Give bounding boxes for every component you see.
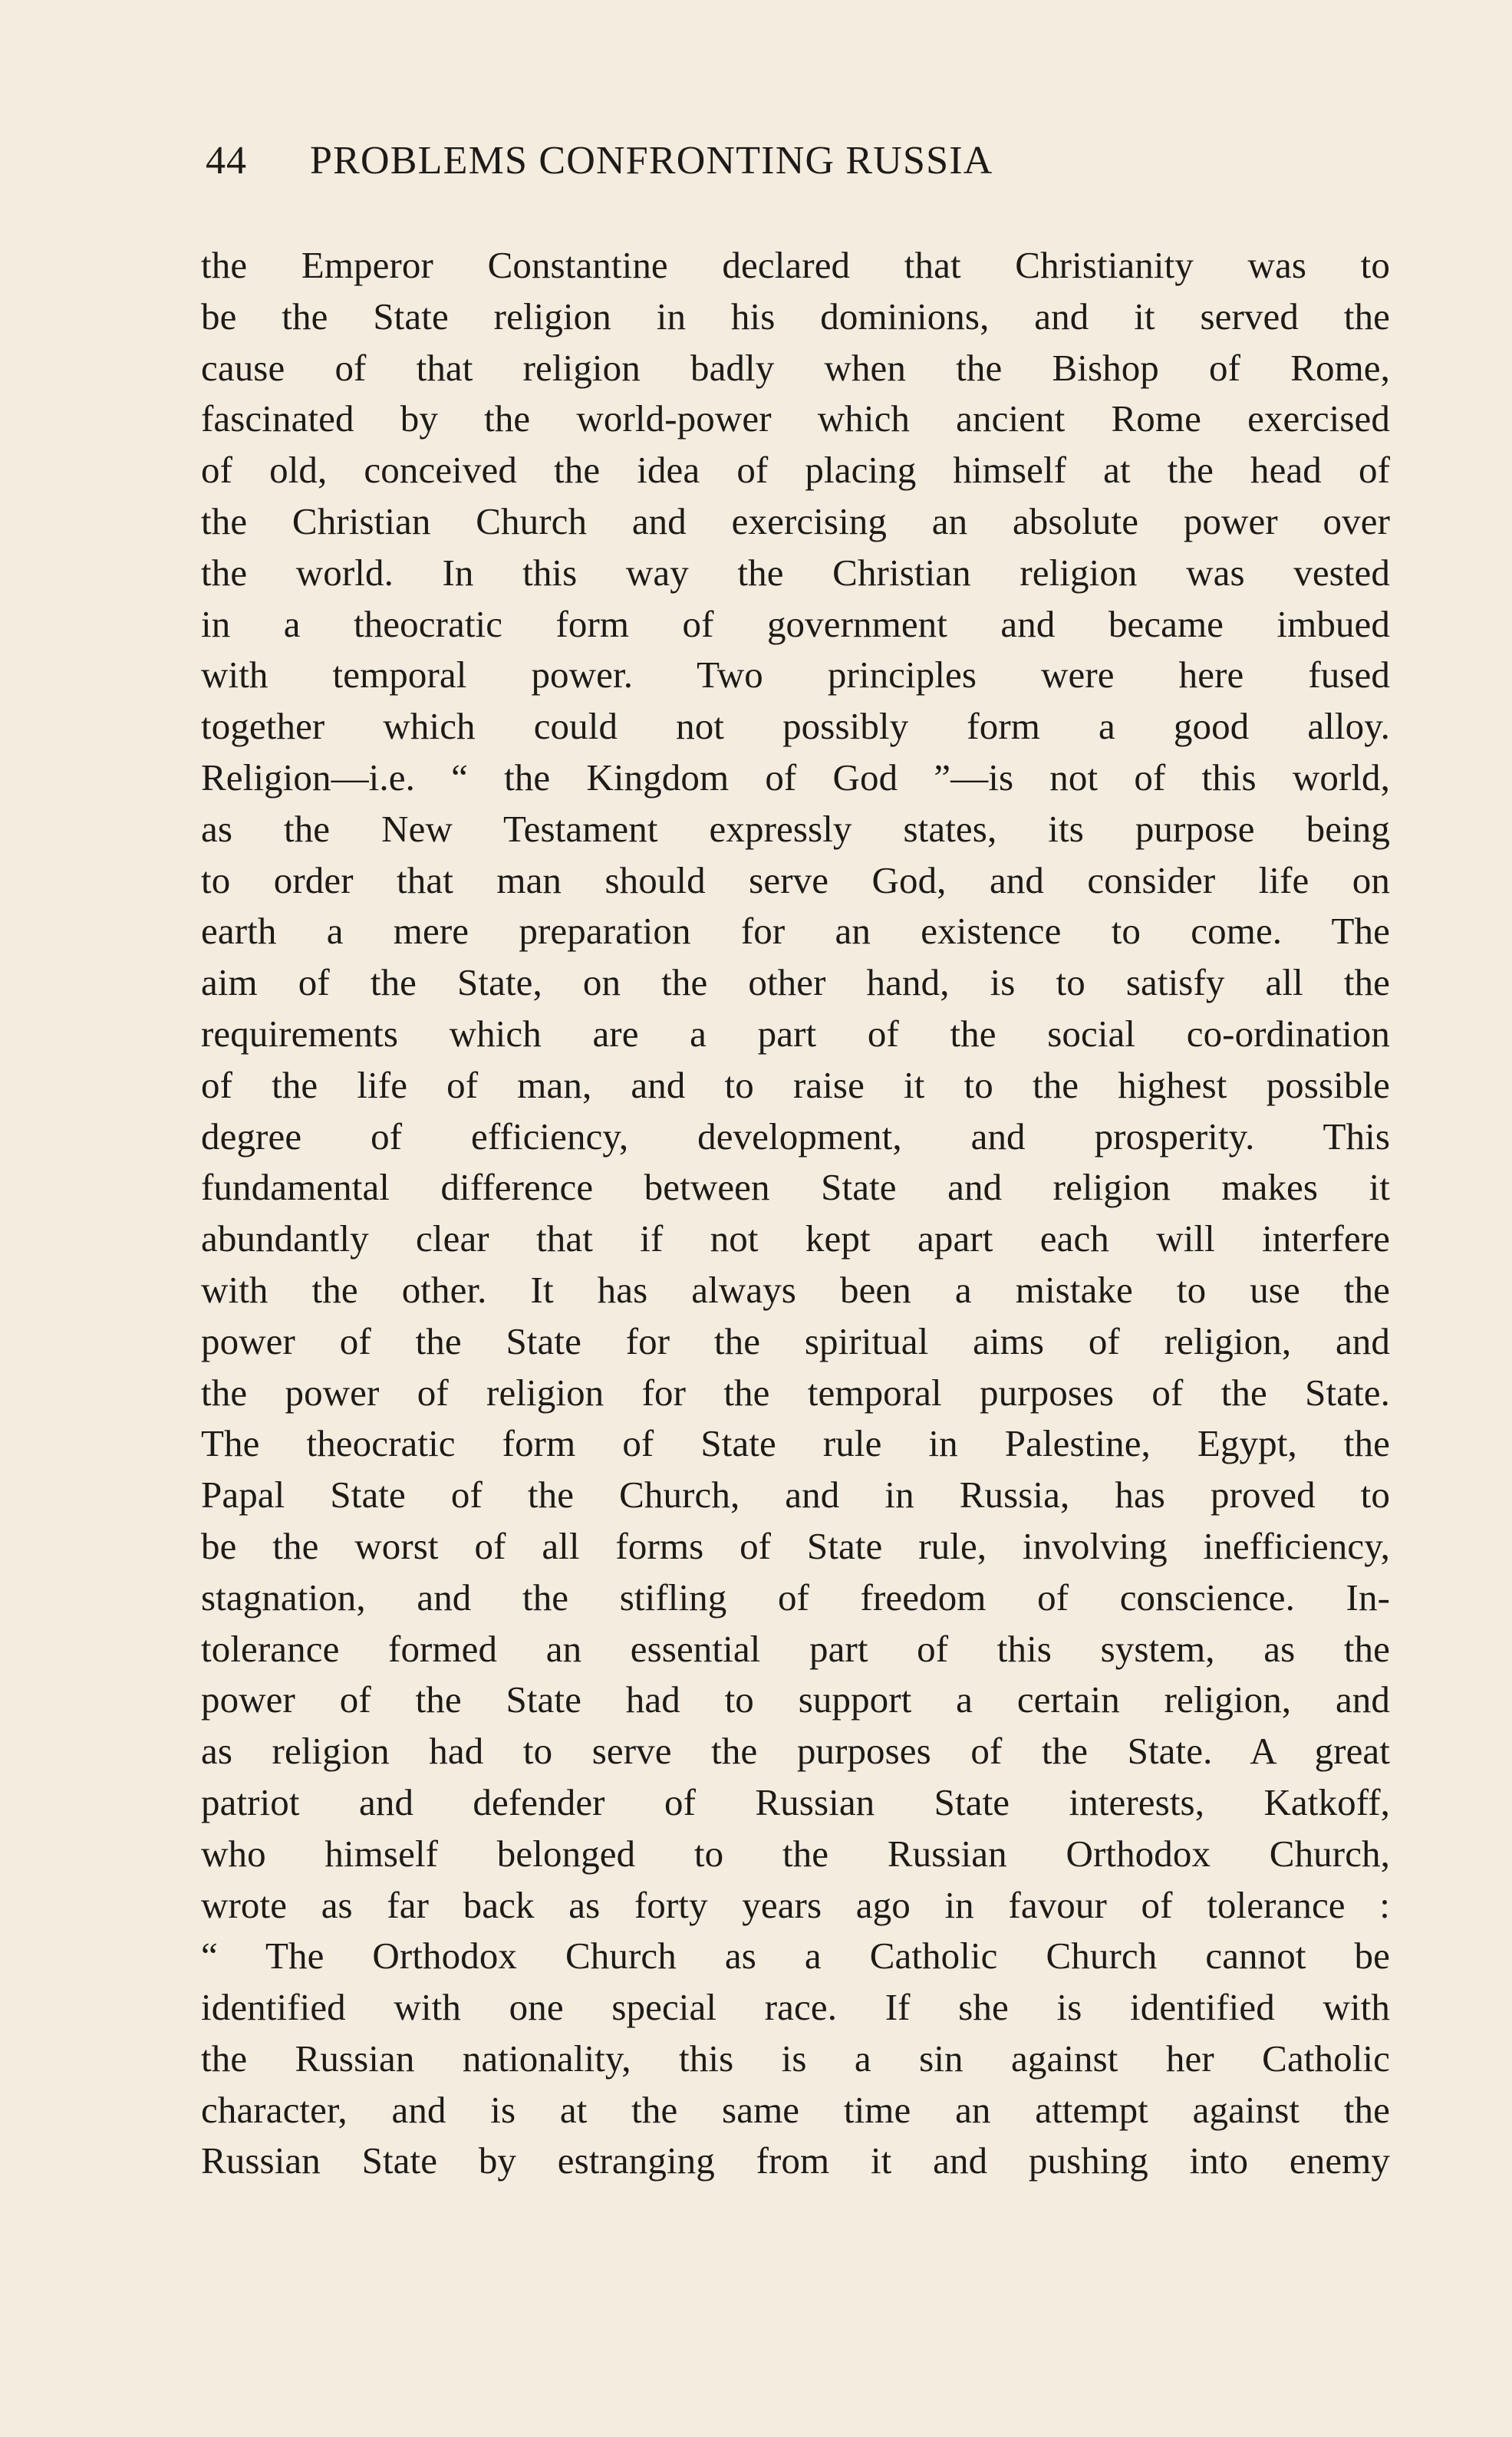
text-line: requirements which are a part of the social co-ordination [201,1012,1390,1055]
text-line: the Christian Church and exercising an absolute power over [201,499,1390,542]
text-line: together which could not possibly form a good alloy. [201,705,1390,748]
text-line: character, and is at the same time an attempt against the [201,2088,1390,2131]
text-line: tolerance formed an essential part of this system, as the [201,1627,1390,1670]
page-number: 44 [206,139,247,183]
text-line: Religion—i.e. “ the Kingdom of God ”—is not of this world, [201,756,1390,799]
text-line: with temporal power. Two principles were here fused [201,654,1390,697]
body-text [201,240,1390,2187]
text-line: the world. In this way the Christian religion was vested [201,551,1390,594]
text-line: wrote as far back as forty years ago in favour of tolerance : [201,1883,1390,1926]
text-line: the power of religion for the temporal purposes of the State. [201,1371,1390,1414]
text-line: be the worst of all forms of State rule, involving inefficiency, [201,1524,1390,1567]
text-line: The theocratic form of State rule in Palestine, Egypt, the [201,1422,1390,1465]
text-line: abundantly clear that if not kept apart each will interfere [201,1217,1390,1260]
text-line: as the New Testament expressly states, its purpose being [201,807,1390,850]
text-line: as religion had to serve the purposes of the State. A great [201,1730,1390,1773]
text-line: stagnation, and the stifling of freedom of conscience. In- [201,1576,1390,1619]
text-line: earth a mere preparation for an existence to come. The [201,910,1390,953]
running-title: PROBLEMS CONFRONTING RUSSIA [310,139,993,183]
text-line: identified with one special race. If she is identified with [201,1986,1390,2029]
text-line: be the State religion in his dominions, and it served the [201,295,1390,338]
text-line: power of the State for the spiritual aims of religion, and [201,1319,1390,1362]
text-line: power of the State had to support a certain religion, and [201,1678,1390,1721]
text-line: in a theocratic form of government and became imbued [201,602,1390,645]
text-line: Papal State of the Church, and in Russia, has proved to [201,1474,1390,1517]
text-line: aim of the State, on the other hand, is to satisfy all the [201,961,1390,1004]
text-line: who himself belonged to the Russian Orthodox Church, [201,1832,1390,1875]
text-line: fundamental difference between State and religion makes it [201,1166,1390,1209]
text-line: of the life of man, and to raise it to the highest possible [201,1063,1390,1106]
text-line: the Emperor Constantine declared that Christianity was to [201,244,1390,286]
text-line: with the other. It has always been a mistake to use the [201,1268,1390,1311]
text-line: of old, conceived the idea of placing himself at the head of [201,449,1390,492]
text-line: cause of that religion badly when the Bishop of Rome, [201,346,1390,389]
text-line: the Russian nationality, this is a sin against her Catholic [201,2037,1390,2080]
text-line: degree of efficiency, development, and prosperity. This [201,1115,1390,1158]
text-line: “ The Orthodox Church as a Catholic Church cannot be [201,1935,1390,1978]
text-line: to order that man should serve God, and consider life on [201,858,1390,901]
running-header [206,130,1203,192]
text-line: patriot and defender of Russian State interests, Katkoff, [201,1780,1390,1823]
text-line: fascinated by the world-power which ancient Rome exercised [201,397,1390,440]
text-line: Russian State by estranging from it and pushing into enemy [201,2139,1390,2182]
